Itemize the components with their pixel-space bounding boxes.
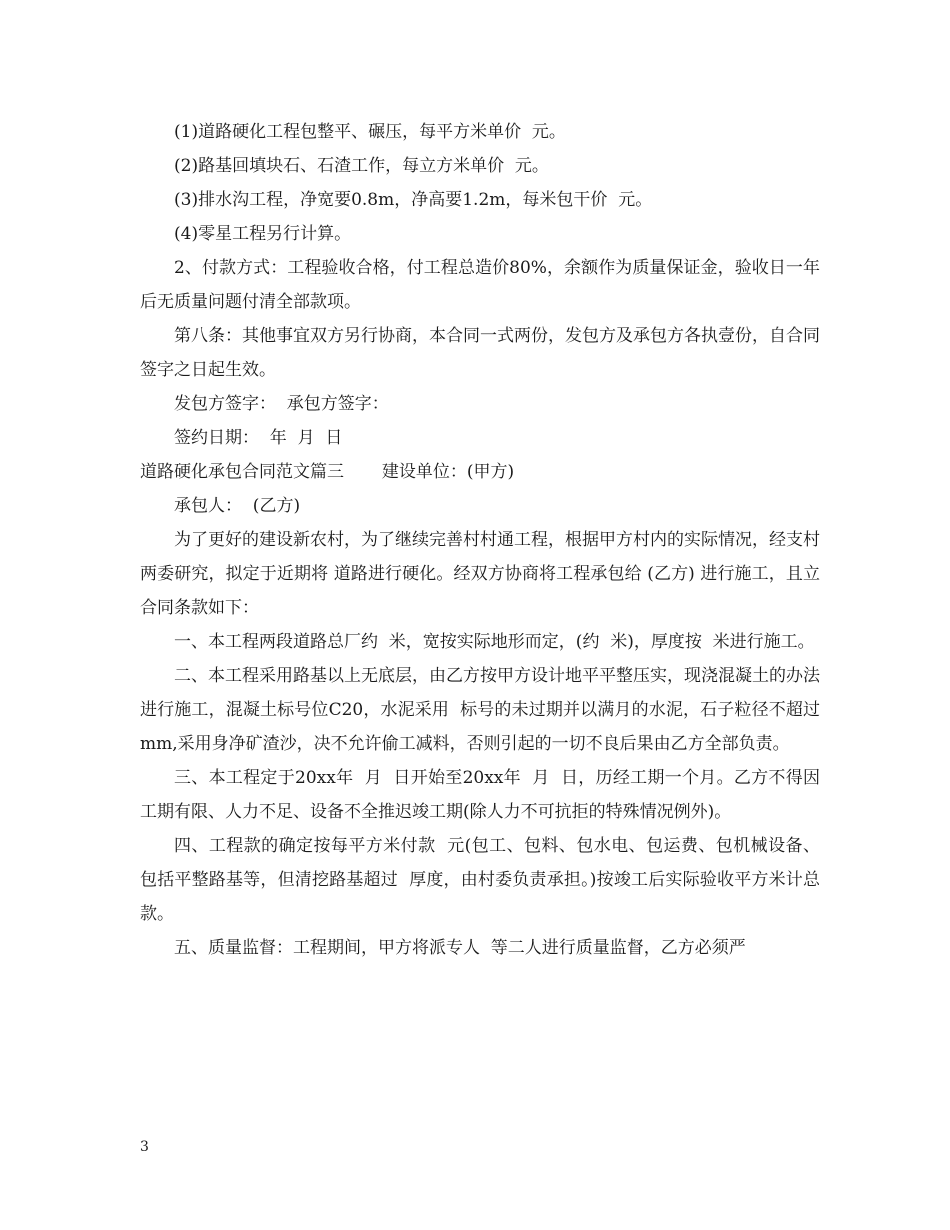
paragraph-backfill-price: (2)路基回填块石、石渣工作，每立方米单价 元。 [174, 156, 549, 176]
paragraph-clause-three: 三、本工程定于20xx年 月 日开始至20xx年 月 日，历经工期一个月。乙方不得因工期有限、人力不足、设备不全推迟竣工期(除人力不可抗拒的特殊情况例外)。 [140, 768, 820, 822]
paragraph-clause-five: 五、质量监督：工程期间，甲方将派专人 等二人进行质量监督，乙方必须严 [174, 938, 746, 958]
paragraph-drainage-price: (3)排水沟工程，净宽要0.8m，净高要1.2m，每米包干价 元。 [174, 190, 653, 210]
paragraph-preamble: 为了更好的建设新农村，为了继续完善村村通工程，根据甲方村内的实际情况，经支村两委研究，拟定于近期将 道路进行硬化。经双方协商将工程承包给 (乙方) 进行施工，且立合同条款如下： [140, 530, 820, 618]
paragraph-signatures: 发包方签字： 承包方签字： [174, 394, 389, 414]
paragraph-road-hardening-price: (1)道路硬化工程包整平、碾压，每平方米单价 元。 [174, 122, 566, 142]
paragraph-article-eight: 第八条：其他事宜双方另行协商，本合同一式两份，发包方及承包方各执壹份，自合同签字之日起生效。 [140, 326, 820, 380]
paragraph-sign-date: 签约日期： 年 月 日 [174, 428, 343, 448]
paragraph-contractor: 承包人： (乙方) [174, 496, 301, 516]
page-number: 3 [140, 1139, 149, 1155]
paragraph-payment-method: 2、付款方式：工程验收合格，付工程总造价80%，余额作为质量保证金，验收日一年后无质量问题付清全部款项。 [140, 258, 820, 312]
paragraph-clause-two: 二、本工程采用路基以上无底层，由乙方按甲方设计地平平整压实，现浇混凝土的办法进行施工，混凝土标号位C20，水泥采用 标号的未过期并以满月的水泥，石子粒径不超过 mm,采用身净矿渣沙，决不允许偷工减料，否则引起的一切不良后果由乙方全部负责。 [140, 666, 831, 754]
document-body [140, 115, 831, 965]
paragraph-clause-four: 四、工程款的确定按每平方米付款 元(包工、包料、包水电、包运费、包机械设备、包括平整路基等，但清挖路基超过 厚度，由村委负责承担。)按竣工后实际验收平方米计总款。 [140, 836, 820, 924]
section-heading-contract-three: 道路硬化承包合同范文篇三 建设单位：(甲方) [140, 462, 515, 482]
paragraph-misc-works: (4)零星工程另行计算。 [174, 224, 352, 244]
paragraph-clause-one: 一、本工程两段道路总厂约 米，宽按实际地形而定，(约 米)，厚度按 米进行施工。 [174, 632, 815, 652]
